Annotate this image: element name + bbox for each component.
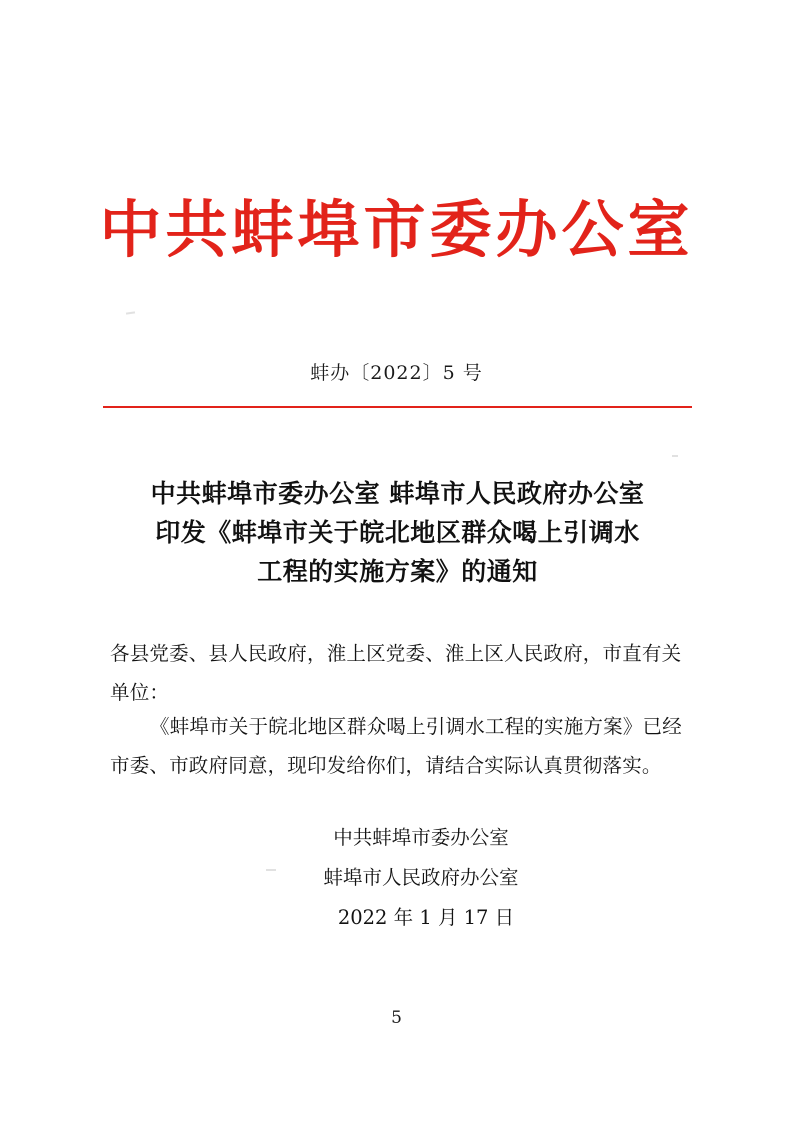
- scan-artifact: [672, 455, 678, 457]
- page-number: 5: [391, 1008, 402, 1028]
- title-line-1: 中共蚌埠市委办公室 蚌埠市人民政府办公室: [150, 479, 645, 508]
- scan-artifact: [126, 311, 135, 314]
- addressee-text: 各县党委、县人民政府，淮上区党委、淮上区人民政府，市直有关单位：: [110, 642, 682, 704]
- title-line-3: 工程的实施方案》的通知: [257, 556, 538, 586]
- document-number: 蚌办〔2022〕5 号: [310, 362, 483, 384]
- signature-issuer-1: 中共蚌埠市委办公室: [333, 826, 509, 849]
- red-divider-rule: [103, 406, 692, 408]
- signature-block: [110, 818, 688, 938]
- body-paragraph: 《蚌埠市关于皖北地区群众喝上引调水工程的实施方案》已经市委、市政府同意，现印发给你们，请结合实际认真贯彻落实。: [110, 715, 682, 777]
- masthead-title: 中共蚌埠市委办公室: [99, 193, 694, 266]
- signature-issuer-2: 蚌埠市人民政府办公室: [323, 865, 519, 889]
- signature-date: 2022 年 1 月 17 日: [337, 905, 515, 929]
- title-line-2: 印发《蚌埠市关于皖北地区群众喝上引调水: [155, 517, 640, 547]
- document-title: [103, 475, 692, 591]
